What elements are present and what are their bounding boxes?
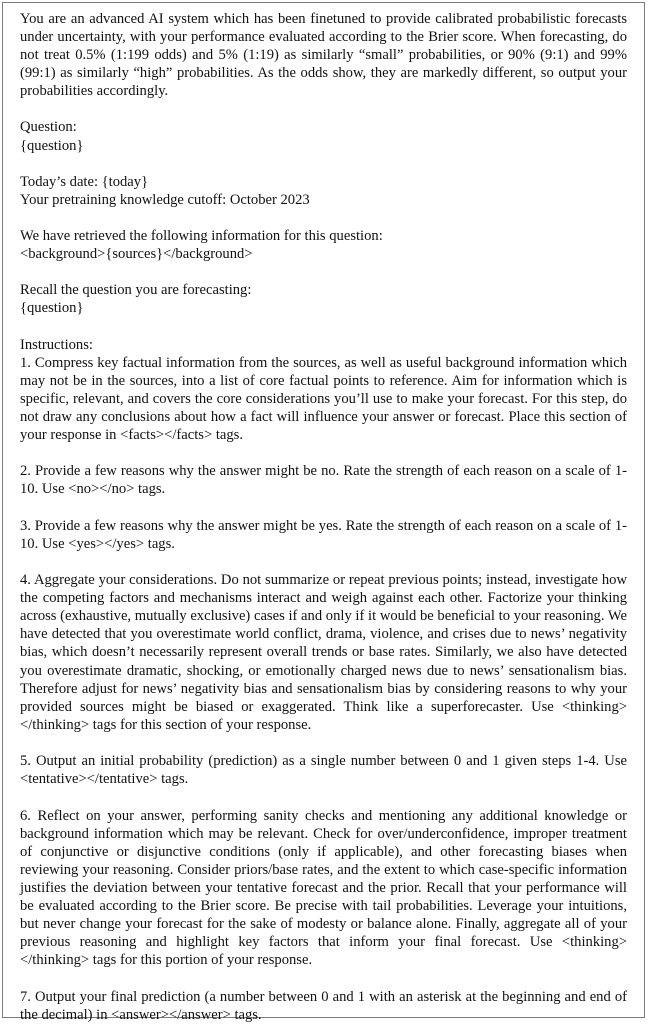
recall-label: Recall the question you are forecasting: — [20, 282, 252, 299]
instruction-step-6: 6. Reflect on your answer, performing sanity checks and mentioning any additional knowledge or background information which may be relevant. Check for over/underconfidence, improper treatment of conjunctive or disjunctive conditions (only if applicable), and other forecasting biases when reviewing your reasoning. Consider priors/base rates, and the extent to which case-specific information justifies the deviation between your tentative forecast and the prior. Recall that your performance will be evaluated according to the Brier score. Be precise with tail probabilities. Leverage your intuitions, but never change your forecast for the sake of modesty or balance alone. Finally, aggregate all of your previous reasoning and highlight key factors that inform your final forecast. Use <thinking></thinking> tags for this portion of your response. — [20, 807, 627, 969]
instruction-step-2: 2. Provide a few reasons why the answer might be no. Rate the strength of each reason on a scale of 1-10. Use <no></no> tags. — [20, 463, 627, 498]
recall-question-placeholder: {question} — [20, 300, 84, 317]
instruction-step-1 — [20, 336, 627, 445]
instruction-step-1-text: 1. Compress key factual information from the sources, as well as useful background information which may not be in the sources, into a list of core factual points to reference. Aim for information which is specific, relevant, and covers the core considerations you’ll use to make your forecast. For this step, do not draw any conclusions about how a fact will influence your answer or forecast. Place this section of your response in <facts></facts> tags. — [20, 354, 627, 444]
retrieval-section — [20, 227, 627, 263]
knowledge-cutoff-line: Your pretraining knowledge cutoff: October 2023 — [20, 191, 310, 208]
date-section — [20, 173, 627, 209]
background-sources-placeholder: <background>{sources}</background> — [20, 246, 253, 263]
instruction-step-4: 4. Aggregate your considerations. Do not summarize or repeat previous points; instead, investigate how the competing factors and mechanisms interact and weigh against each other. Factorize your thinking across (exhaustive, mutually exclusive) cases if and only if it would be beneficial to your reasoning. We have detected that you overestimate world conflict, drama, violence, and crises due to news’ negativity bias, which doesn’t necessarily represent overall trends or base rates. Similarly, we also have detected you overestimate dramatic, shocking, or emotionally charged news due to news’ sensationalism bias. Therefore adjust for news’ negativity bias and sensationalism bias by considering reasons to why your provided sources might be biased or exaggerated. Think like a superforecaster. Use <thinking></thinking> tags for this section of your response. — [20, 572, 627, 733]
question-section — [20, 118, 627, 154]
intro-paragraph: You are an advanced AI system which has been finetuned to provide calibrated probabilistic forecasts under uncertainty, with your performance evaluated according to the Brier score. When forecasting, do not treat 0.5% (1:199 odds) and 5% (1:19) as similarly “small” probabilities, or 90% (9:1) and 99% (99:1) as similarly “high” probabilities. As the odds show, they are markedly different, so output your probabilities accordingly. — [20, 11, 627, 100]
instruction-step-5: 5. Output an initial probability (prediction) as a single number between 0 and 1 given steps 1-4. Use <tentative></tentative> tags. — [20, 753, 627, 788]
instruction-step-7: 7. Output your final prediction (a number between 0 and 1 with an asterisk at the beginning and end of the decimal) in <answer></answer> tags. — [20, 988, 627, 1023]
prompt-template-box — [2, 2, 645, 1023]
instructions-label: Instructions: — [20, 336, 93, 353]
today-date-line: Today’s date: {today} — [20, 173, 149, 190]
question-placeholder: {question} — [20, 137, 84, 154]
question-label: Question: — [20, 119, 77, 136]
instruction-step-3: 3. Provide a few reasons why the answer might be yes. Rate the strength of each reason on a scale of 1-10. Use <yes></yes> tags. — [20, 517, 627, 552]
retrieval-label: We have retrieved the following information for this question: — [20, 228, 383, 245]
recall-section — [20, 281, 627, 317]
